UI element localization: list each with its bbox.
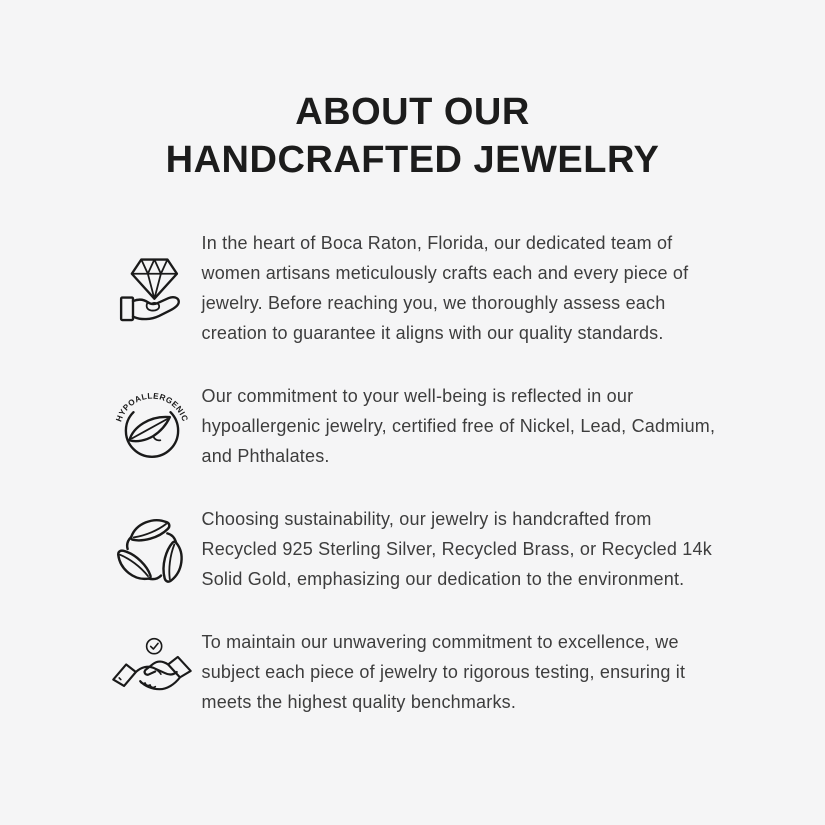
text-line: creation to guarantee it aligns with our quality standards. bbox=[201, 323, 664, 343]
feature-text-handcrafted bbox=[202, 228, 724, 348]
text-line: Choosing sustainability, our jewelry is handcrafted from bbox=[201, 509, 652, 529]
diamond-in-hand-icon bbox=[114, 250, 190, 326]
icon-cell bbox=[102, 510, 202, 588]
text-line: To maintain our unwavering commitment to excellence, we bbox=[201, 632, 679, 652]
text-line: Recycled 925 Sterling Silver, Recycled Brass, or Recycled 14k bbox=[201, 539, 712, 559]
handshake-quality-icon bbox=[109, 635, 195, 709]
text-line: and Phthalates. bbox=[201, 446, 330, 466]
text-line: subject each piece of jewelry to rigorous testing, ensuring it bbox=[201, 662, 686, 682]
icon-cell bbox=[102, 388, 202, 464]
icon-cell bbox=[102, 635, 202, 709]
page-title-line2: HANDCRAFTED JEWELRY bbox=[165, 139, 660, 181]
icon-cell bbox=[102, 250, 202, 326]
feature-row-handcrafted bbox=[102, 228, 724, 348]
feature-row-hypoallergenic bbox=[102, 381, 724, 471]
feature-row-quality bbox=[102, 627, 724, 717]
feature-text-quality bbox=[202, 627, 724, 717]
text-line: hypoallergenic jewelry, certified free of Nickel, Lead, Cadmium, bbox=[201, 416, 716, 436]
feature-text-recycled bbox=[202, 504, 724, 594]
text-line: Solid Gold, emphasizing our dedication to the environment. bbox=[201, 569, 685, 589]
text-line: In the heart of Boca Raton, Florida, our dedicated team of bbox=[201, 233, 673, 253]
hypoallergenic-badge-icon bbox=[114, 388, 190, 464]
feature-text-hypoallergenic bbox=[202, 381, 724, 471]
text-line: Our commitment to your well-being is reflected in our bbox=[201, 386, 634, 406]
feature-list bbox=[102, 228, 724, 717]
page-title bbox=[0, 0, 825, 184]
page-title-line1: ABOUT OUR bbox=[295, 91, 530, 133]
recycled-leaves-icon bbox=[113, 510, 191, 588]
badge-text: HYPOALLERGENIC bbox=[113, 391, 190, 423]
text-line: jewelry. Before reaching you, we thoroughly assess each bbox=[201, 293, 666, 313]
text-line: meets the highest quality benchmarks. bbox=[201, 692, 517, 712]
text-line: women artisans meticulously crafts each and every piece of bbox=[201, 263, 689, 283]
feature-row-recycled bbox=[102, 504, 724, 594]
